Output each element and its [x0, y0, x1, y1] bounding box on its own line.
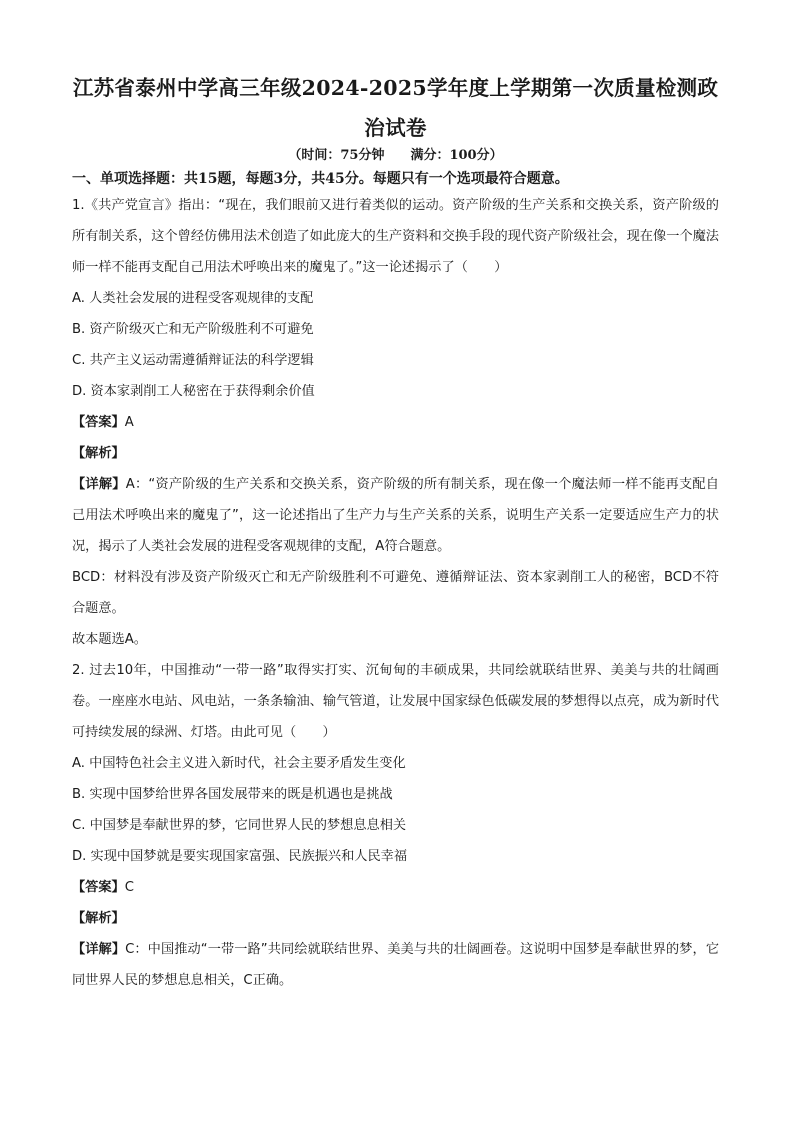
detail-tag: 【详解】: [72, 942, 126, 957]
page-title: [54, 68, 737, 148]
q1-stem: 1.《共产党宣言》指出：“现在，我们眼前又进行着类似的运动。资产阶级的生产关系和交换关系，资产阶级的所有制关系，这个曾经仿佛用法术创造了如此庞大的生产资料和交换手段的现代资产阶级社会，现在像一个魔法师一样不能再支配自己用法术呼唤出来的魔鬼了。”这一论述揭示了（ ）: [72, 198, 719, 275]
q2-answer: [72, 872, 719, 903]
section-heading: 一、单项选择题：共15题，每题3分，共45分。每题只有一个选项最符合题意。: [72, 171, 569, 187]
q2-stem: 2. 过去10年，中国推动“一带一路”取得实打实、沉甸甸的丰硕成果，共同绘就联结世界、美美与共的壮阔画卷。一座座水电站、风电站，一条条输油、输气管道，让发展中国家绿色低碳发展的梦想得以点亮，成为新时代可持续发展的绿洲、灯塔。由此可见（ ）: [72, 663, 719, 740]
q1-analysis-tag: 【解析】: [72, 446, 125, 461]
answer-tag: 【答案】: [72, 880, 125, 895]
title-line-1: 江苏省泰州中学高三年级2024-2025学年度上学期第一次质量检测政: [72, 76, 719, 100]
q1-option-c: C. 共产主义运动需遵循辩证法的科学逻辑: [72, 353, 314, 368]
q2-option-b: B. 实现中国梦给世界各国发展带来的既是机遇也是挑战: [72, 787, 393, 802]
q2-option-d: D. 实现中国梦就是要实现国家富强、民族振兴和人民幸福: [72, 849, 408, 864]
answer-value: A: [124, 415, 134, 430]
q1-detail-1: [72, 469, 719, 562]
q1-conclusion: 故本题选A。: [72, 632, 147, 647]
q2-detail-1: [72, 934, 719, 996]
exam-time: （时间：75分钟: [288, 148, 385, 163]
question-2: [72, 655, 719, 996]
q2-option-c: C. 中国梦是奉献世界的梦，它同世界人民的梦想息息相关: [72, 818, 407, 833]
detail-text: A：“资产阶级的生产关系和交换关系，资产阶级的所有制关系，现在像一个魔法师一样不能再支配自己用法术呼唤出来的魔鬼了”，这一论述指出了生产力与生产关系的关系，说明生产关系一定要适应生产力的状况，揭示了人类社会发展的进程受客观规律的支配，A符合题意。: [72, 477, 719, 554]
q1-option-d: D. 资本家剥削工人秘密在于获得剩余价值: [72, 384, 315, 399]
title-line-2: 治试卷: [364, 116, 427, 140]
question-1: [72, 190, 719, 655]
q1-option-a: A. 人类社会发展的进程受客观规律的支配: [72, 291, 314, 306]
answer-value: C: [124, 880, 134, 895]
detail-tag: 【详解】: [72, 477, 126, 492]
q1-answer: [72, 407, 719, 438]
q1-option-b: B. 资产阶级灭亡和无产阶级胜利不可避免: [72, 322, 314, 337]
q1-detail-2: BCD：材料没有涉及资产阶级灭亡和无产阶级胜利不可避免、遵循辩证法、资本家剥削工人的秘密，BCD不符合题意。: [72, 570, 719, 616]
q2-option-a: A. 中国特色社会主义进入新时代，社会主要矛盾发生变化: [72, 756, 406, 771]
exam-info: [72, 145, 719, 167]
detail-text: C：中国推动“一带一路”共同绘就联结世界、美美与共的壮阔画卷。这说明中国梦是奉献世界的梦，它同世界人民的梦想息息相关，C正确。: [72, 942, 720, 988]
answer-tag: 【答案】: [72, 415, 125, 430]
exam-score: 满分：100分）: [410, 148, 503, 163]
q2-analysis-tag: 【解析】: [72, 911, 125, 926]
